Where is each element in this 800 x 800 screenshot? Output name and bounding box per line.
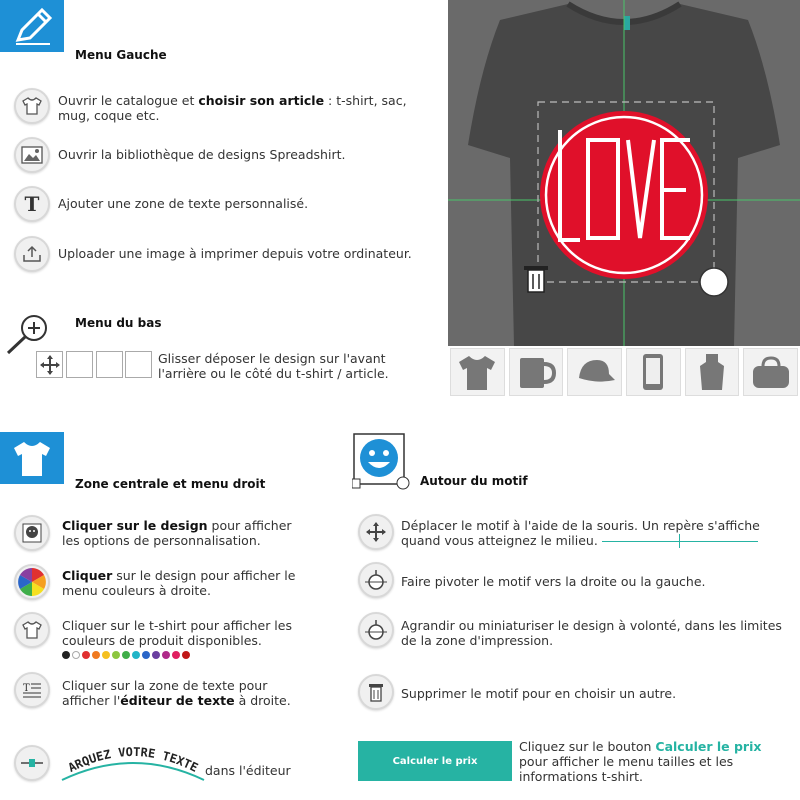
design-click-icon-button	[14, 515, 50, 551]
slider-icon	[20, 758, 44, 768]
arc-caption: dans l'éditeur	[205, 763, 291, 778]
menu-gauche-title: Menu Gauche	[75, 48, 167, 62]
color-swatch[interactable]	[172, 651, 180, 659]
autour-motif-title: Autour du motif	[420, 474, 528, 488]
color-swatch[interactable]	[62, 651, 70, 659]
product-preview[interactable]	[448, 0, 800, 346]
product-tshirt-thumb[interactable]	[450, 348, 505, 396]
tshirt-icon	[455, 352, 499, 392]
mug-icon	[514, 352, 558, 392]
upload-text: Uploader une image à imprimer depuis votre ordinateur.	[58, 246, 412, 261]
rotate-handle	[358, 562, 394, 598]
catalog-text: Ouvrir le catalogue et choisir son article : t-shirt, sac, mug, coque etc.	[58, 93, 407, 123]
product-cap-thumb[interactable]	[567, 348, 622, 396]
resize-icon	[365, 619, 387, 641]
text-editor-text: Cliquer sur la zone de texte pour afficher l'éditeur de texte à droite.	[62, 678, 291, 708]
pencil-icon-box	[0, 0, 64, 52]
view-front-square[interactable]	[36, 351, 63, 378]
delete-handle	[358, 674, 394, 710]
bag-icon	[749, 352, 793, 392]
rotate-text: Faire pivoter le motif vers la droite ou la gauche.	[401, 574, 706, 589]
zoom-icon	[4, 312, 52, 356]
view-back-square[interactable]	[66, 351, 93, 378]
color-wheel-button	[14, 564, 50, 600]
apron-icon	[690, 352, 734, 392]
tshirt-colors-button	[14, 612, 50, 648]
move-handle	[358, 514, 394, 550]
menu-bas-text: Glisser déposer le design sur l'avant l'arrière ou le côté du t-shirt / article.	[158, 351, 389, 381]
svg-text:ARQUEZ VOTRE TEXTE: ARQUEZ VOTRE TEXTE	[65, 744, 201, 775]
svg-text:T: T	[23, 683, 30, 694]
upload-button[interactable]	[14, 236, 50, 272]
designs-library-button[interactable]	[14, 137, 50, 173]
color-swatch[interactable]	[72, 651, 80, 659]
move-icon	[365, 521, 387, 543]
product-bag-thumb[interactable]	[743, 348, 798, 396]
library-text: Ouvrir la bibliothèque de designs Spreadshirt.	[58, 147, 346, 162]
upload-icon	[22, 245, 42, 263]
arc-text-sample	[58, 740, 208, 782]
resize-handle[interactable]	[700, 268, 728, 296]
resize-text: Agrandir ou miniaturiser le design à volonté, dans les limites de la zone d'impression.	[401, 618, 782, 648]
color-swatch[interactable]	[122, 651, 130, 659]
design-click-text: Cliquer sur le design pour afficher les options de personnalisation.	[62, 518, 292, 548]
add-text-text: Ajouter une zone de texte personnalisé.	[58, 196, 309, 211]
color-swatch[interactable]	[162, 651, 170, 659]
add-text-button[interactable]	[14, 186, 50, 222]
color-swatch[interactable]	[82, 651, 90, 659]
motif-frame	[352, 432, 406, 484]
rotate-icon	[365, 569, 387, 591]
image-icon	[21, 146, 43, 164]
tshirt-icon	[21, 96, 43, 116]
calculer-prix-button[interactable]: Calculer le prix	[358, 741, 512, 781]
center-guide-line	[602, 541, 758, 542]
product-thumbs	[448, 346, 800, 398]
trash-icon[interactable]	[524, 266, 548, 292]
color-wheel-icon	[18, 568, 46, 596]
cap-icon	[573, 352, 617, 392]
tshirt-icon	[21, 620, 43, 640]
tshirt-icon	[10, 438, 54, 478]
calculer-prix-text: Cliquez sur le bouton Calculer le prix pour afficher le menu tailles et les informations t-shirt.	[519, 739, 762, 784]
smiley-design-icon	[21, 522, 43, 544]
view-extra-square[interactable]	[125, 351, 152, 378]
phone-case-icon	[631, 352, 675, 392]
color-swatch[interactable]	[92, 651, 100, 659]
label-tag	[624, 16, 630, 30]
menu-bas-title: Menu du bas	[75, 316, 162, 330]
color-swatch[interactable]	[132, 651, 140, 659]
color-swatch[interactable]	[102, 651, 110, 659]
text-editor-button	[14, 672, 50, 708]
resize-handle-icon	[358, 612, 394, 648]
tshirt-icon-box	[0, 432, 64, 484]
text-editor-icon	[21, 680, 43, 700]
trash-icon	[367, 682, 385, 702]
product-apron-thumb[interactable]	[685, 348, 740, 396]
pencil-icon	[10, 6, 54, 46]
product-phone-thumb[interactable]	[626, 348, 681, 396]
move-arrows-icon	[39, 354, 61, 376]
move-text: Déplacer le motif à l'aide de la souris. Un repère s'affiche quand vous atteignez le milieu.	[401, 518, 760, 548]
color-swatch[interactable]	[112, 651, 120, 659]
color-swatch[interactable]	[152, 651, 160, 659]
tshirt-colors-text: Cliquer sur le t-shirt pour afficher les couleurs de produit disponibles.	[62, 618, 292, 648]
tshirt-preview[interactable]	[448, 0, 800, 346]
color-swatch[interactable]	[182, 651, 190, 659]
product-mug-thumb[interactable]	[509, 348, 564, 396]
arc-slider-button	[14, 745, 50, 781]
delete-text: Supprimer le motif pour en choisir un autre.	[401, 686, 677, 701]
design-love[interactable]	[540, 111, 708, 279]
color-swatch[interactable]	[142, 651, 150, 659]
view-side-square[interactable]	[96, 351, 123, 378]
zone-centrale-title: Zone centrale et menu droit	[75, 477, 266, 491]
color-click-text: Cliquer sur le design pour afficher le menu couleurs à droite.	[62, 568, 296, 598]
center-guide-tick	[679, 534, 680, 548]
color-swatches	[62, 651, 192, 661]
catalog-button[interactable]	[14, 88, 50, 124]
text-icon: T	[24, 192, 40, 216]
